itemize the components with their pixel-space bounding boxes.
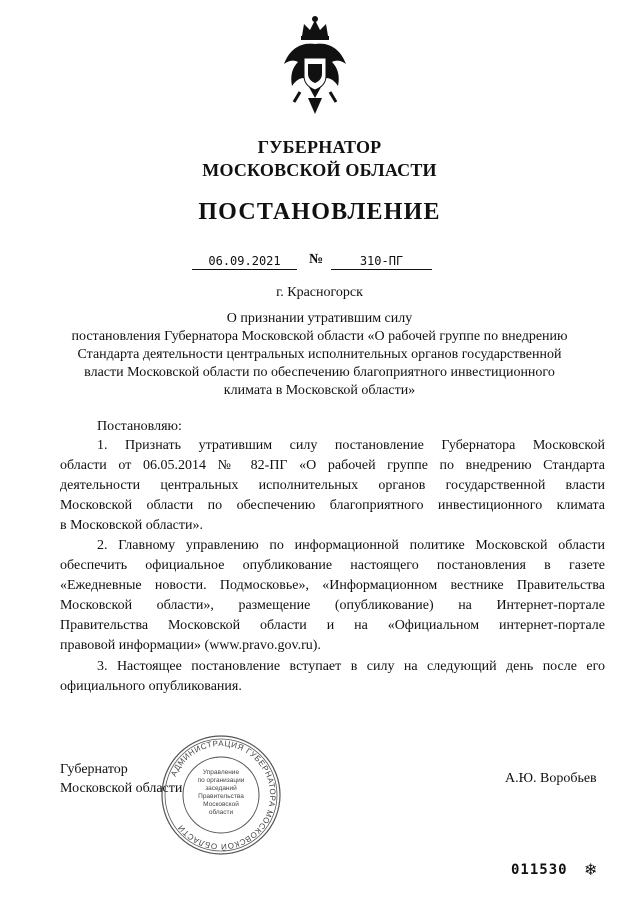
paragraph-line: 3. Настоящее постановление вступает в силу на следующий день после его (97, 659, 605, 674)
official-seal-stamp (160, 734, 282, 856)
position-line: Московской области (60, 781, 183, 796)
paragraph-line: Московской области по обеспечению благоприятного инвестиционного климата (60, 498, 605, 513)
paragraph-line: в Московской области». (60, 518, 203, 533)
paragraph-line: официального опубликования. (60, 679, 242, 694)
document-type-title: ПОСТАНОВЛЕНИЕ (198, 199, 441, 225)
coat-of-arms-icon (280, 14, 350, 120)
svg-text:Московской: Московской (203, 801, 239, 808)
position-line: Губернатор (60, 762, 128, 777)
decree-number: 310-ПГ (331, 253, 432, 270)
paragraph-line: Московской области», размещение (опубликование) на Интернет-портале (60, 598, 605, 613)
paragraph-line: области от 06.05.2014 № 82-ПГ «О рабочей группе по внедрению Стандарта (60, 458, 605, 473)
paragraph-line: Правительства Московской области и на «Официальном интернет-портале (60, 618, 605, 633)
svg-text:Правительства: Правительства (198, 793, 244, 800)
city-line: г. Красногорск (276, 285, 363, 300)
signer-name: А.Ю. Воробьев (505, 771, 597, 786)
paragraph-line: деятельности центральных исполнительных органов государственной власти (60, 478, 605, 493)
subject-line: О признании утратившим силу (226, 311, 413, 326)
subject-line: Стандарта деятельности центральных исполнительных органов государственной (77, 347, 562, 362)
subject-line: климата в Московской области» (223, 383, 416, 398)
subject-line: власти Московской области по обеспечению благоприятного инвестиционного (84, 365, 555, 380)
svg-text:области: области (208, 809, 234, 816)
paragraph-3 (60, 657, 605, 697)
paragraph-2 (60, 536, 605, 656)
serial-number: 011530 (511, 862, 568, 878)
svg-text:Управление: Управление (202, 769, 240, 776)
decree-subject (0, 310, 639, 400)
decree-date: 06.09.2021 (192, 253, 297, 270)
svg-text:заседаний: заседаний (205, 785, 237, 792)
number-sign: № (309, 252, 324, 267)
intro-word: Постановляю: (97, 419, 182, 434)
paragraph-line: 2. Главному управлению по информационной политике Московской области (97, 538, 605, 553)
paragraph-line: «Ежедневные новости. Подмосковье», «Информационном вестнике Правительства (60, 578, 605, 593)
paragraph-1 (60, 436, 605, 536)
subject-line: постановления Губернатора Московской области «О рабочей группе по внедрению (71, 329, 568, 344)
snowflake-icon: ❄ (584, 862, 598, 879)
svg-text:по организации: по организации (197, 777, 245, 784)
svg-text:АДМИНИСТРАЦИЯ ГУБЕРНАТОРА МОСК: АДМИНИСТРАЦИЯ ГУБЕРНАТОРА МОСКОВСКОЙ ОБЛАСТИ (168, 738, 278, 852)
issuer-line-1: ГУБЕРНАТОР (257, 137, 382, 157)
paragraph-line: 1. Признать утратившим силу постановление Губернатора Московской (97, 438, 605, 453)
paragraph-line: правовой информации» (www.pravo.gov.ru). (60, 638, 321, 653)
issuer-line-2: МОСКОВСКОЙ ОБЛАСТИ (202, 160, 437, 180)
paragraph-line: обеспечить официальное опубликование настоящего постановления в газете (60, 558, 605, 573)
